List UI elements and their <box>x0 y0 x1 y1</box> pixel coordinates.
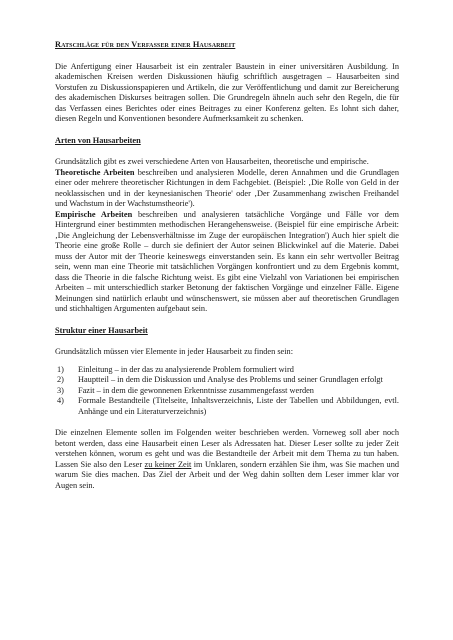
theoretical-term: Theoretische Arbeiten <box>55 167 135 177</box>
structure-list <box>55 365 399 418</box>
list-item-number: 3) <box>57 385 64 395</box>
list-item-text: Hauptteil – in dem die Diskussion und Analyse des Problems und seiner Grundlagen erfolgt <box>78 375 383 384</box>
closing-text-after: im Unklaren, sondern erzählen Sie ihm, was Sie machen und warum Sie dies machen. Das Ziel der Arbeit und der Weg dahin sollten dem Leser immer klar vor Augen sein. <box>55 459 399 490</box>
theoretical-text: beschreiben und analysieren Modelle, deren Annahmen und die Grundlagen einer oder mehrere theoretischer Richtungen in dem Fachgebiet. (Beispiel: ‚Die Rolle von Geld in der neoklassischen und in der keynesianischen Theorie' oder ‚Der Zusammenhang zwischen Freihandel und Wachstum in der Wachstumstheorie'). <box>55 167 399 208</box>
list-item-text: Einleitung – in der das zu analysierende Problem formuliert wird <box>78 364 294 374</box>
intro-paragraph: Die Anfertigung einer Hausarbeit ist ein zentraler Baustein in einer universitären Ausbildung. In akademischen Kreisen werden Diskussionen häufig schriftlich ausgetragen – Hausarbeiten sind Vorstufen zu Diskussionspapieren und Artikeln, die zur Veröffentlichung und damit zur Bereicherung des akademischen Diskurses beitragen sollen. Die Grundregeln ähneln auch sehr den Regeln, die für das Verfassen eines Berichtes oder eines Beitrages zu einer Konferenz gelten. Es lohnt sich daher, diesen Regeln und Konventionen besondere Aufmerksamkeit zu schenken. <box>55 61 399 123</box>
types-intro-paragraph: Grundsätzlich gibt es zwei verschiedene Arten von Hausarbeiten, theoretische und empirische. <box>55 157 369 166</box>
list-item-number: 2) <box>57 375 64 384</box>
closing-emphasis: zu keiner Zeit <box>144 459 192 469</box>
section-heading-types: Arten von Hausarbeiten <box>55 135 141 145</box>
empirical-term: Empirische Arbeiten <box>55 209 133 219</box>
theoretical-paragraph <box>55 168 399 210</box>
empirical-text: beschreiben und analysieren tatsächliche Vorgänge und Fälle vor dem Hintergrund einer bestimmten methodischen Herangehensweise. (Beispiel für eine empirische Arbeit: ‚Die Angleichung der Lebensverhältnisse im Zuge der europäischen Integration') Auch hier spielt die Theorie eine große Rolle – durch sie definiert der Autor seinen Blickwinkel auf die Materie. Dabei muss der Autor mit der Theorie keineswegs einverstanden sein. Es kann ein sehr wertvoller Beitrag sein, wenn man eine Theorie mit tatsächlichen Vorgängen konfrontiert und zu dem Ergebnis kommt, dass die Theorie in die falsche Richtung weist. Es gibt eine Vielzahl von Variationen bei empirischen Arbeiten – mit unterschiedlich starker Betonung der faktischen Vorgänge und einzelner Fälle. Eigene Meinungen sind natürlich erlaubt und wünschenswert, sie müssen aber auf theoretischen Grundlagen und stichhaltigen Argumenten aufgebaut sein. <box>55 209 399 313</box>
section-heading-structure: Struktur einer Hausarbeit <box>55 325 148 335</box>
closing-text-before: Die einzelnen Elemente sollen im Folgenden weiter beschrieben werden. Vorneweg soll aber noch betont werden, dass eine Hausarbeit einen Leser als Adressaten hat. Dieser Leser sollte zu jeder Zeit verstehen können, worum es geht und was die Bestandteile der Arbeit mit dem Thema zu tun haben. Lassen Sie also den Leser <box>55 428 399 469</box>
list-item-text: Formale Bestandteile (Titelseite, Inhaltsverzeichnis, Liste der Tabellen und Abbildungen, evtl. Anhänge und ein Literaturverzeichnis) <box>78 396 399 416</box>
list-item <box>55 386 399 397</box>
empirical-paragraph <box>55 210 399 315</box>
list-item <box>55 396 399 417</box>
list-item <box>55 375 399 386</box>
list-item-text: Fazit – in dem die gewonnenen Erkenntnisse zusammengefasst werden <box>78 385 314 395</box>
list-item <box>55 365 399 376</box>
list-item-number: 4) <box>57 396 64 405</box>
document-title: Ratschläge für den Verfasser einer Hausarbeit <box>55 40 236 49</box>
closing-paragraph <box>55 428 399 491</box>
structure-intro-paragraph: Grundsätzlich müssen vier Elemente in jeder Hausarbeit zu finden sein: <box>55 347 293 356</box>
document-page <box>55 40 399 491</box>
list-item-number: 1) <box>57 364 64 374</box>
